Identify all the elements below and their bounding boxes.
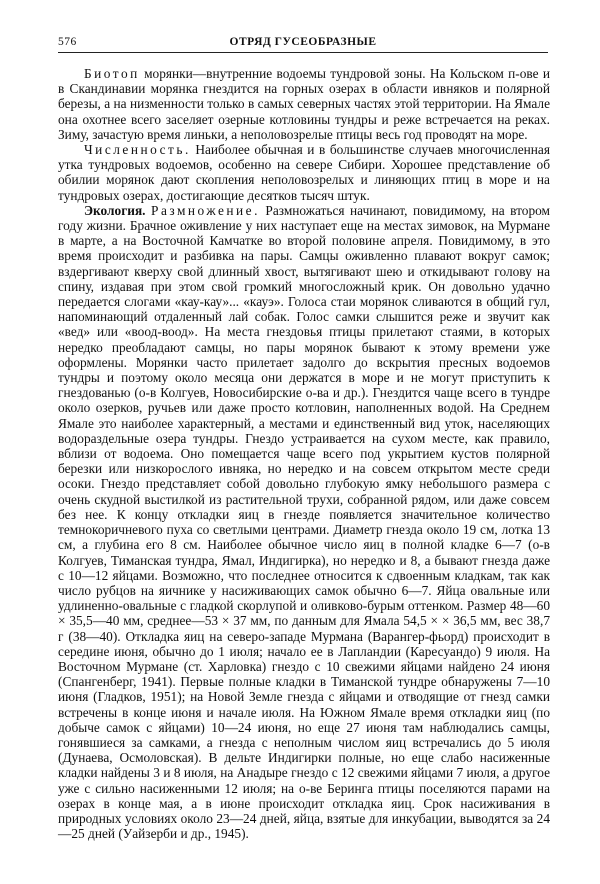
ecology-text: Размножаться начинают, повидимому, на втором году жизни. Брачное оживление у них наступает еще на местах зимовок, на Мурмане в марте, а на Восточной Камчатке во второй половине апреля. Повидимому, в это время происходит и разбивка на пары. Самцы оживленно плавают вокруг самок; вздергивают кверху свой длинный хвост, вытягивают шею и откидывают голову на спину, издавая при этом свой громкий многосложный крик. Он довольно удачно передается слогами «кау-кау»... «кауэ». Голоса стаи морянок сливаются в общий гул, напоминающий отдаленный лай собак. Голос самки слышится реже и звучит как «вед» или «воод-воод». На места гнездовья птицы прилетают стаями, в которых нередко преобладают самцы, но пары морянок бывают к этому времени уже оформлены. Морянки часто прилетает задолго до вскрытия пресных водоемов тундры и поэтому около месяца они держатся в море и не могут приступить к гнездованью (о-в Колгуев, Новосибирские о-ва и др.). Гнездится чаще всего в тундре около озерков, ручьев или даже просто котловин, наполненных водой. На Среднем Ямале это наиболее характерный, а местами и единственный вид уток, населяющих водораздельные озера тундры. Гнездо устраивается на сухом месте, как правило, вблизи от водоема. Оно помещается чаще всего под укрытием кустов полярной березки или низкорослого ивняка, но нередко и на совсем открытом месте среди осоки. Гнездо представляет собой довольно глубокую ямку небольшого размера с очень скудной выстилкой из растительной трухи, собранной рядом, или даже совсем без нее. К концу откладки яиц в гнезде появляется значительное количество темнокоричневого пуха со светлыми центрами. Диаметр гнезда около 19 см, лотка 13 см, а глубина его 8 см. Наиболее обычное число яиц в полной кладке 6—7 (о-в Колгуев, Тиманская тундра, Ямал, Индигирка), но нередко и 8, а бывают гнезда даже с 10—12 яйцами. Возможно, что последнее относится к сдвоенным кладкам, так как число рубцов на яичнике у насиживающих самок обычно 6—7. Яйца овальные или удлиненно-овальные с гладкой скорлупой и оливково-бурым оттенком. Размер 48—60 × 35,5—40 мм, среднее—53 × 37 мм, по данным для Ямала 54,5 × × 36,5 мм, вес 38,7 г (38—40). Откладка яиц на северо-западе Мурмана (Варангер-фьорд) происходит в середине июня, обычно до 1 июля; начало ее в Лапландии (Каресуандо) 9 июля. На Восточном Мурмане (ст. Харловка) гнездо с 10 свежими яйцами найдено 24 июня (Спангенберг, 1941). Первые полные кладки в Тиманской тундре обнаружены 7—10 июня (Гладков, 1951); на Новой Земле гнезда с яйцами и отводящие от гнезд самки встречены в конце июня и начале июля. На Южном Ямале время откладки яиц (по добыче самок с яйцами) 10—24 июня, но еще 27 июня там наблюдались самцы, гонявшиеся за самками, а гнезда с неполным числом яиц встречались до 5 июля (Дунаева, Осмоловская). В дельте Индигирки полные, но еще слабо насиженные кладки найдены 3 и 8 июля, на Анадыре гнездо с 12 свежими яйцами 7 июля, а другое уже с сильно насиженными 12 июля; на о-ве Беринга птицы поселяются парами на озерах в конце мая, а в июне происходит откладка яиц. Срок насиживания в природных условиях около 23—24 дней, яйца, взятые для инкубации, выводятся за 24—25 дней (Уайзерби и др., 1945). [58, 202, 550, 842]
running-title: ОТРЯД ГУСЕОБРАЗНЫЕ [229, 36, 377, 48]
page-number: 576 [58, 36, 77, 48]
running-header [58, 34, 548, 53]
reproduction-heading: Размножение. [151, 202, 260, 218]
biotope-heading: Биотоп [84, 66, 140, 81]
numbers-text: Наиболее обычная и в большинстве случаев многочисленная утка тундровых водоемов, особенно на севере Сибири. Хорошее представление об обилии морянок дают скопления неполовозрелых и линяющих птиц в море и на тундровых озерах, достигающие десятков тысяч штук. [58, 142, 550, 203]
ecology-label: Экология. [84, 202, 146, 218]
biotope-text: морянки—внутренние водоемы тундровой зоны. На Кольском п-ове и в Скандинавии морянка гнездится на горных озерах в области ивняков и полярной березы, а на низменности только в самых северных частях этой территории. На Ямале она охотнее всего заселяет озерные котловины тундры и реже встречается на реках. Зиму, зачастую время линьки, а неполовозрелые птицы весь год проводят на море. [58, 66, 550, 142]
paragraph-numbers [58, 142, 550, 203]
body-text [58, 66, 550, 841]
numbers-heading: Численность. [84, 142, 191, 158]
paragraph-ecology [58, 203, 550, 842]
paragraph-biotope [58, 66, 550, 142]
